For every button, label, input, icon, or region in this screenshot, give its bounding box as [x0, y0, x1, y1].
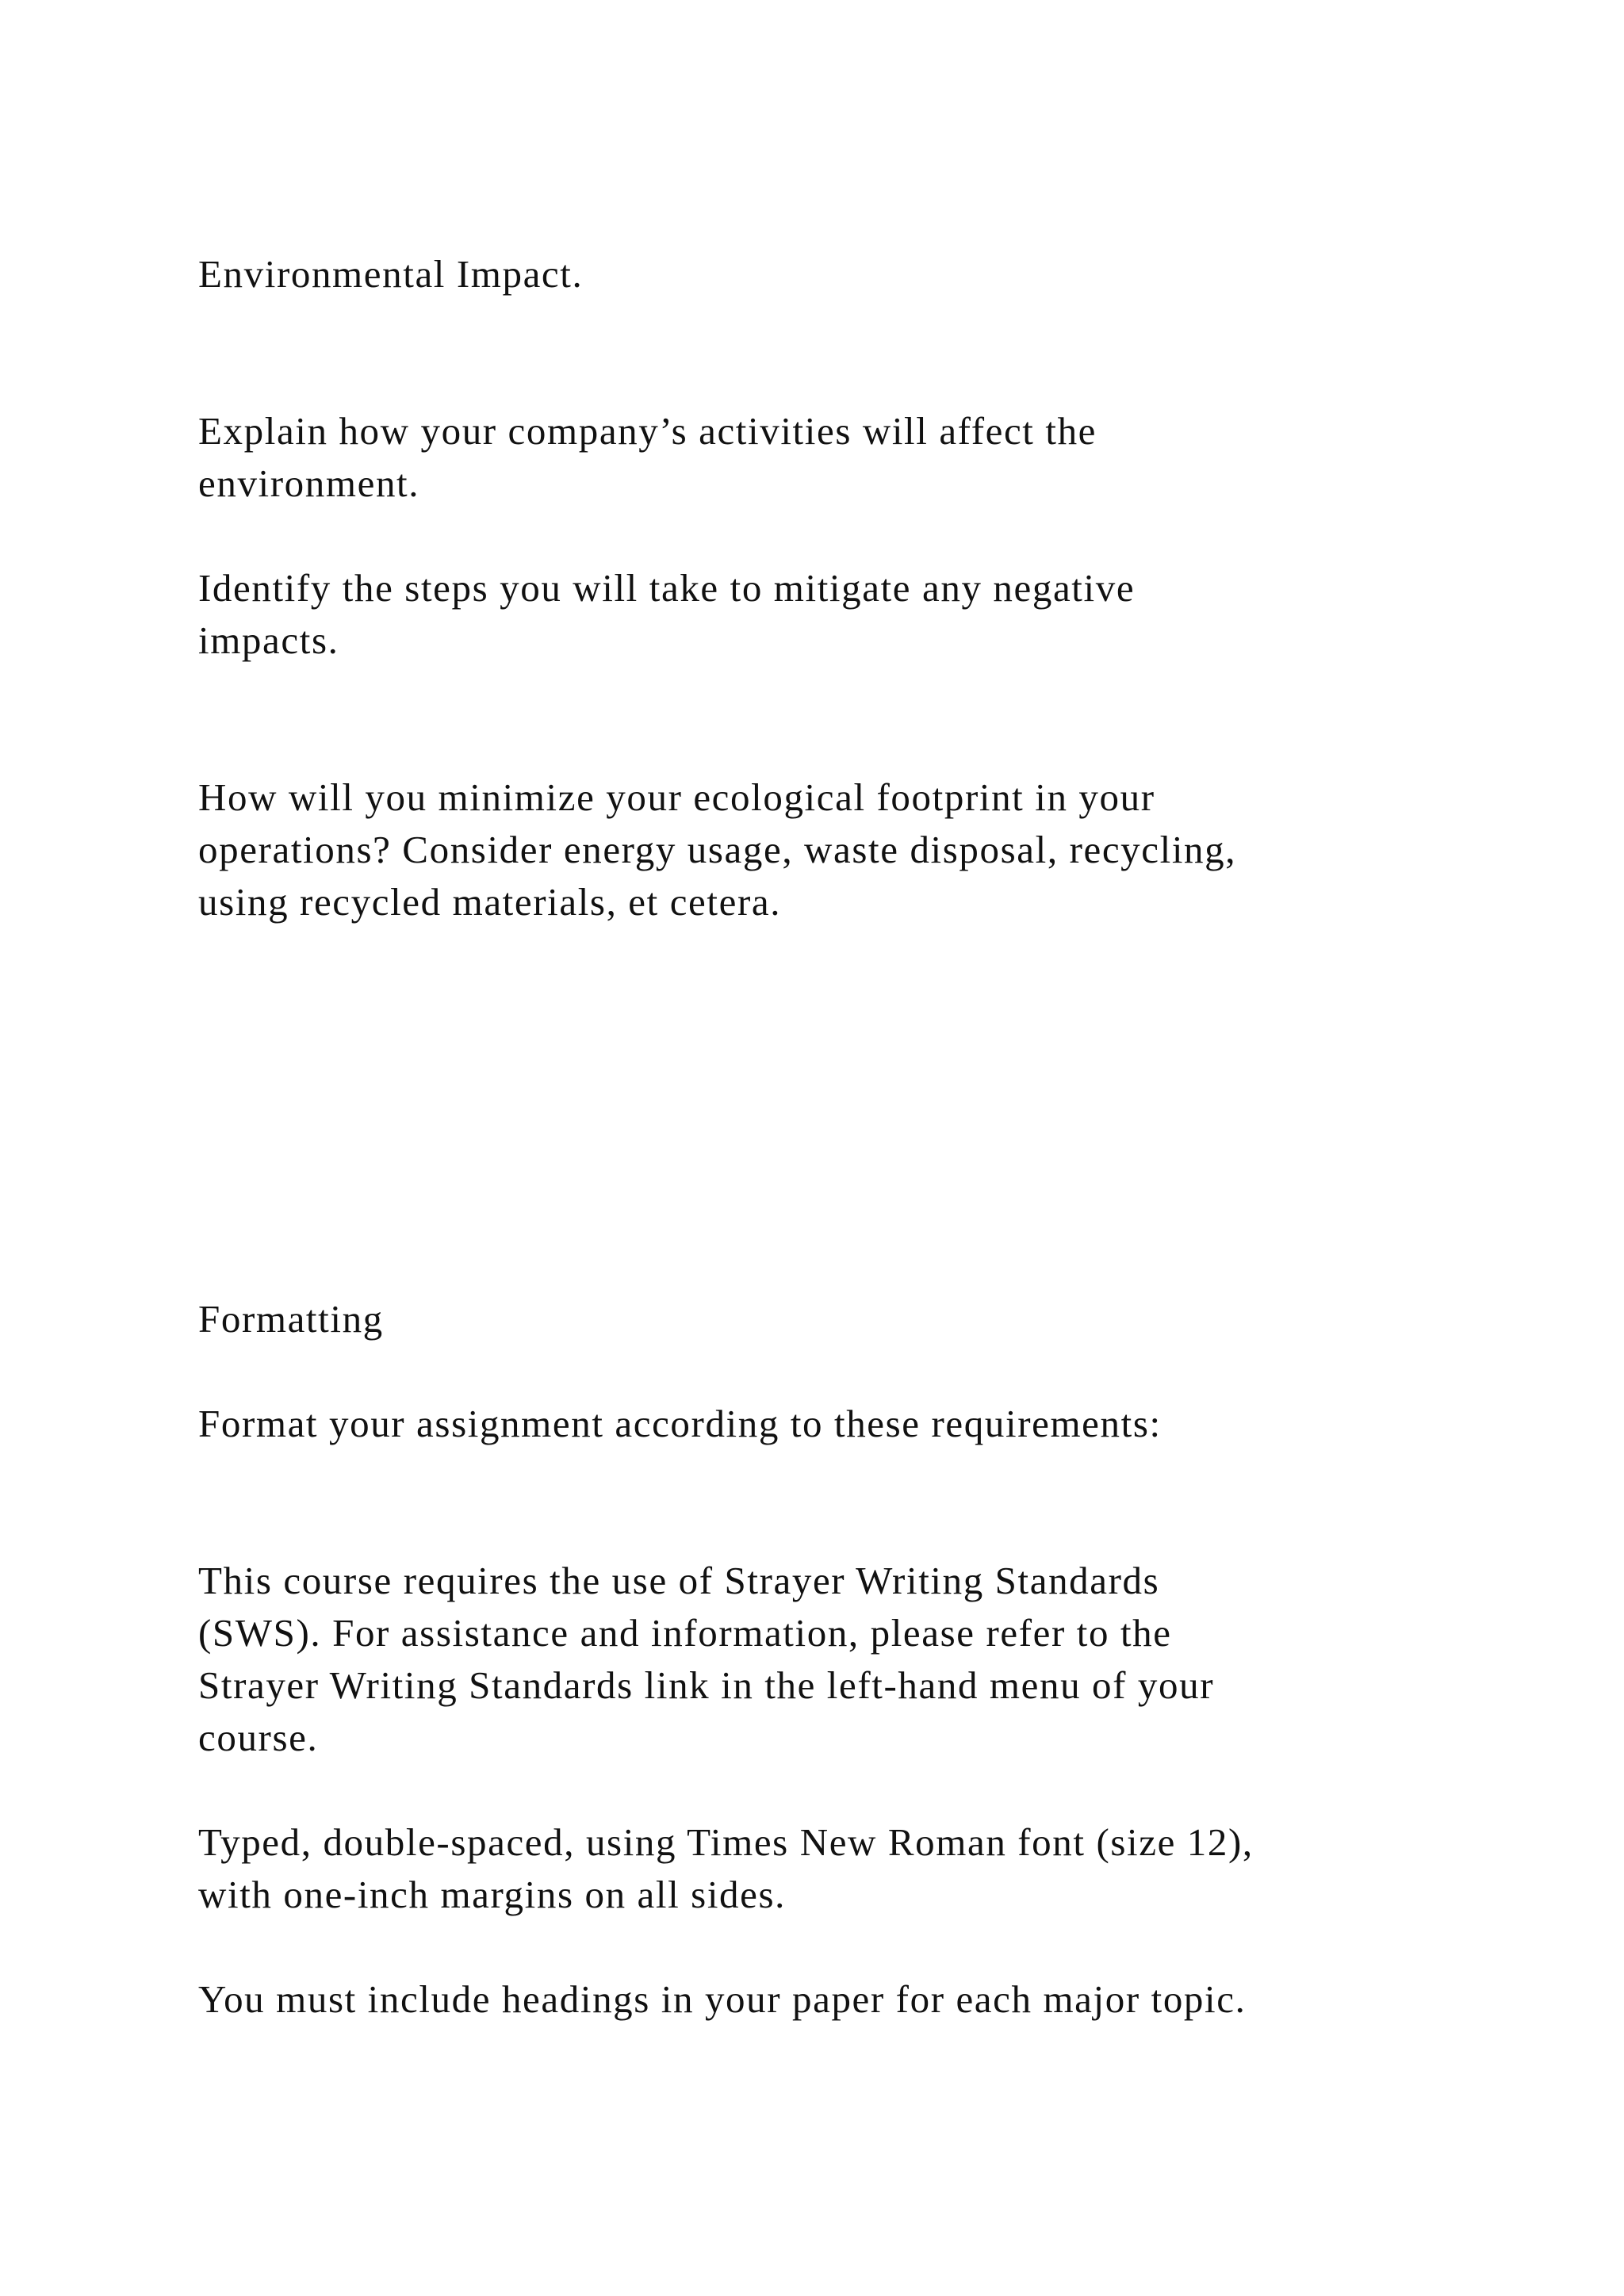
paragraph-footprint-line-2: operations? Consider energy usage, waste disposal, recycling, [198, 828, 1237, 871]
paragraph-mitigate-line-1: Identify the steps you will take to mitigate any negative [198, 566, 1136, 610]
paragraph-footprint-line-3: using recycled materials, et cetera. [198, 880, 782, 924]
paragraph-headings: You must include headings in your paper for each major topic. [198, 1977, 1247, 2021]
paragraph-typed-line-1: Typed, double-spaced, using Times New Roman font (size 12), [198, 1820, 1254, 1864]
heading-formatting: Formatting [198, 1297, 384, 1341]
paragraph-typed-line-2: with one-inch margins on all sides. [198, 1873, 786, 1916]
paragraph-affect-environment-line-2: environment. [198, 461, 420, 505]
paragraph-sws-line-4: course. [198, 1716, 319, 1759]
paragraph-format-requirements: Format your assignment according to these requirements: [198, 1402, 1162, 1445]
paragraph-sws-line-2: (SWS). For assistance and information, please refer to the [198, 1611, 1172, 1655]
paragraph-sws-line-3: Strayer Writing Standards link in the left-hand menu of your [198, 1663, 1215, 1707]
paragraph-footprint-line-1: How will you minimize your ecological footprint in your [198, 775, 1155, 819]
paragraph-mitigate-line-2: impacts. [198, 618, 339, 662]
heading-environmental-impact: Environmental Impact. [198, 252, 584, 296]
paragraph-affect-environment-line-1: Explain how your company’s activities will affect the [198, 409, 1097, 453]
paragraph-sws-line-1: This course requires the use of Strayer Writing Standards [198, 1559, 1160, 1602]
